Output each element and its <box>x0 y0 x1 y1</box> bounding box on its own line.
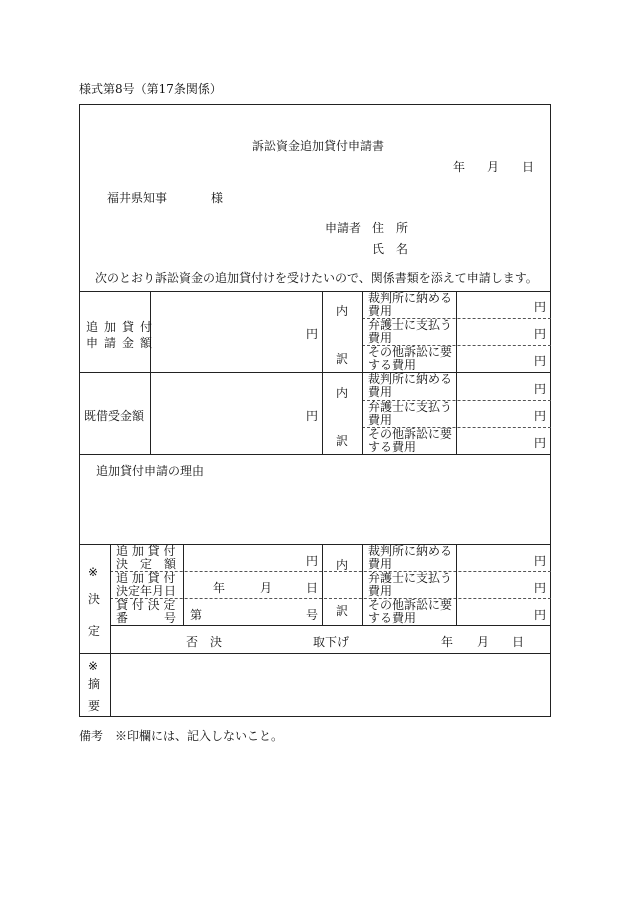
court-fee-yen: 円 <box>534 300 547 314</box>
rejection-label: 否 決 <box>186 635 223 649</box>
decision-number-label: 貸 付 決 定 番 号 <box>116 598 177 625</box>
decision-date-year: 年 <box>213 581 226 595</box>
grid-line <box>362 291 363 454</box>
breakdown-label-bottom: 訳 <box>336 434 349 448</box>
withdrawal-date-day: 日 <box>512 635 525 649</box>
remarks-mark: ※ <box>88 659 99 673</box>
decision-number-prefix: 第 <box>190 608 203 622</box>
addressee-honorific: 様 <box>211 191 224 205</box>
withdrawal-date-month: 月 <box>477 635 490 649</box>
grid-line <box>110 625 551 626</box>
lawyer-fee-yen: 円 <box>534 409 547 423</box>
lawyer-fee-label: 弁護士に支払う 費用 <box>368 571 453 598</box>
date-month-label: 月 <box>487 160 500 174</box>
remarks-label-2: 要 <box>88 699 101 713</box>
addressee-name: 福井県知事 <box>107 191 168 205</box>
grid-line <box>456 544 457 625</box>
other-fee-label: その他訴訟に要 する費用 <box>368 427 453 454</box>
decision-label-2: 定 <box>88 624 101 638</box>
grid-line <box>110 571 551 572</box>
form-title: 訴訟資金追加貸付申請書 <box>252 139 385 153</box>
remarks-label-1: 摘 <box>88 677 101 691</box>
grid-line <box>150 291 151 454</box>
reason-label: 追加貸付申請の理由 <box>96 464 205 478</box>
decision-date-label: 追 加 貸 付 決定年月日 <box>116 571 177 598</box>
breakdown-label-top: 内 <box>336 386 349 400</box>
other-fee-yen: 円 <box>534 436 547 450</box>
intro-text: 次のとおり訴訟資金の追加貸付けを受けたいので、関係書類を添えて申請します。 <box>95 271 538 285</box>
other-fee-yen: 円 <box>534 354 547 368</box>
grid-line <box>183 544 184 625</box>
withdrawal-date-year: 年 <box>441 635 454 649</box>
court-fee-yen: 円 <box>534 382 547 396</box>
date-day-label: 日 <box>522 160 535 174</box>
additional-request-label-line1: 追加貸付 <box>86 320 159 334</box>
grid-line <box>110 598 551 599</box>
lawyer-fee-yen: 円 <box>534 581 547 595</box>
decision-amount-yen: 円 <box>306 554 319 568</box>
court-fee-label: 裁判所に納める 費用 <box>368 291 453 318</box>
decision-mark: ※ <box>88 565 99 579</box>
footer-note: 備考 ※印欄には、記入しないこと。 <box>79 729 284 743</box>
form-number: 様式第8号（第17条関係） <box>79 82 222 96</box>
decision-label-1: 決 <box>88 592 101 606</box>
other-fee-label: その他訴訟に要 する費用 <box>368 345 453 372</box>
grid-line <box>110 544 111 716</box>
grid-line <box>322 544 323 625</box>
grid-line <box>79 454 551 455</box>
breakdown-label-bottom: 訳 <box>336 604 349 618</box>
date-year-label: 年 <box>453 160 466 174</box>
additional-request-label-line2: 申請金額 <box>86 336 159 350</box>
breakdown-label-bottom: 訳 <box>336 352 349 366</box>
applicant-address-label: 住 所 <box>372 221 409 235</box>
lawyer-fee-label: 弁護士に支払う 費用 <box>368 318 453 345</box>
decision-date-month: 月 <box>260 581 273 595</box>
grid-line <box>322 291 323 454</box>
breakdown-label-top: 内 <box>336 304 349 318</box>
other-fee-label: その他訴訟に要 する費用 <box>368 598 453 625</box>
court-fee-label: 裁判所に納める 費用 <box>368 372 453 399</box>
grid-line <box>456 291 457 454</box>
court-fee-yen: 円 <box>534 554 547 568</box>
applicant-label: 申請者 <box>325 221 362 235</box>
decision-number-suffix: 号 <box>306 608 319 622</box>
lawyer-fee-label: 弁護士に支払う 費用 <box>368 400 453 427</box>
withdrawal-label: 取下げ <box>313 635 350 649</box>
grid-line <box>362 544 363 625</box>
court-fee-label: 裁判所に納める 費用 <box>368 544 453 571</box>
grid-line <box>79 653 551 654</box>
decision-date-day: 日 <box>306 581 319 595</box>
already-received-yen: 円 <box>306 409 319 423</box>
decision-amount-label: 追 加 貸 付 決 定 額 <box>116 544 177 571</box>
other-fee-yen: 円 <box>534 608 547 622</box>
additional-request-yen: 円 <box>306 327 319 341</box>
breakdown-label-top: 内 <box>336 558 349 572</box>
already-received-label: 既借受金額 <box>84 409 145 423</box>
applicant-name-label: 氏 名 <box>372 242 409 256</box>
lawyer-fee-yen: 円 <box>534 327 547 341</box>
